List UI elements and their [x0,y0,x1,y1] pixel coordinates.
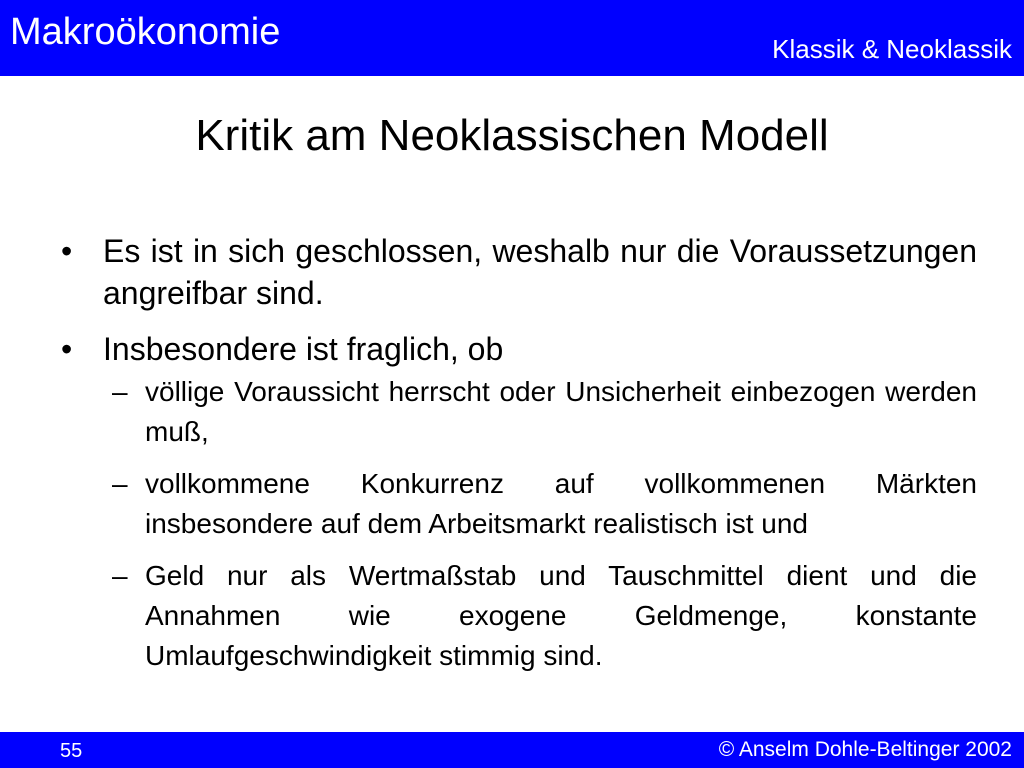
copyright-notice: © Anselm Dohle-Beltinger 2002 [718,738,1012,761]
dash-marker: – [112,376,128,407]
bullet-text: Insbesondere ist fraglich, ob [103,331,504,367]
bullet-marker: • [61,233,73,269]
sub-bullet-text: Geld nur als Wertmaßstab und Tauschmittel dient und die Annahmen wie exogene Geldmenge, konstante Umlaufgeschwindigkeit stimmig sind. [145,560,977,671]
slide-title: Kritik am Neoklassischen Modell [195,111,829,160]
bullet-marker: • [61,331,73,367]
sub-bullet-item [112,372,977,452]
dash-marker: – [112,468,128,499]
bullet-item [61,328,977,370]
sub-bullet-item [112,556,977,676]
header-title: Makroökonomie [10,11,281,53]
slide-content [0,230,1024,676]
page-number: 55 [60,740,83,762]
sub-bullet-text: völlige Voraussicht herrscht oder Unsicherheit einbezogen werden muß, [145,376,977,447]
sub-bullet-text: vollkommene Konkurrenz auf vollkommenen Märkten insbesondere auf dem Arbeitsmarkt realistisch ist und [145,468,977,539]
dash-marker: – [112,560,128,591]
sub-bullet-item [112,464,977,544]
footer-bar [0,732,1024,768]
bullet-text: Es ist in sich geschlossen, weshalb nur die Voraussetzungen angreifbar sind. [103,233,977,311]
header-bar [0,0,1024,76]
header-subtitle: Klassik & Neoklassik [772,34,1012,64]
bullet-item [61,230,977,314]
